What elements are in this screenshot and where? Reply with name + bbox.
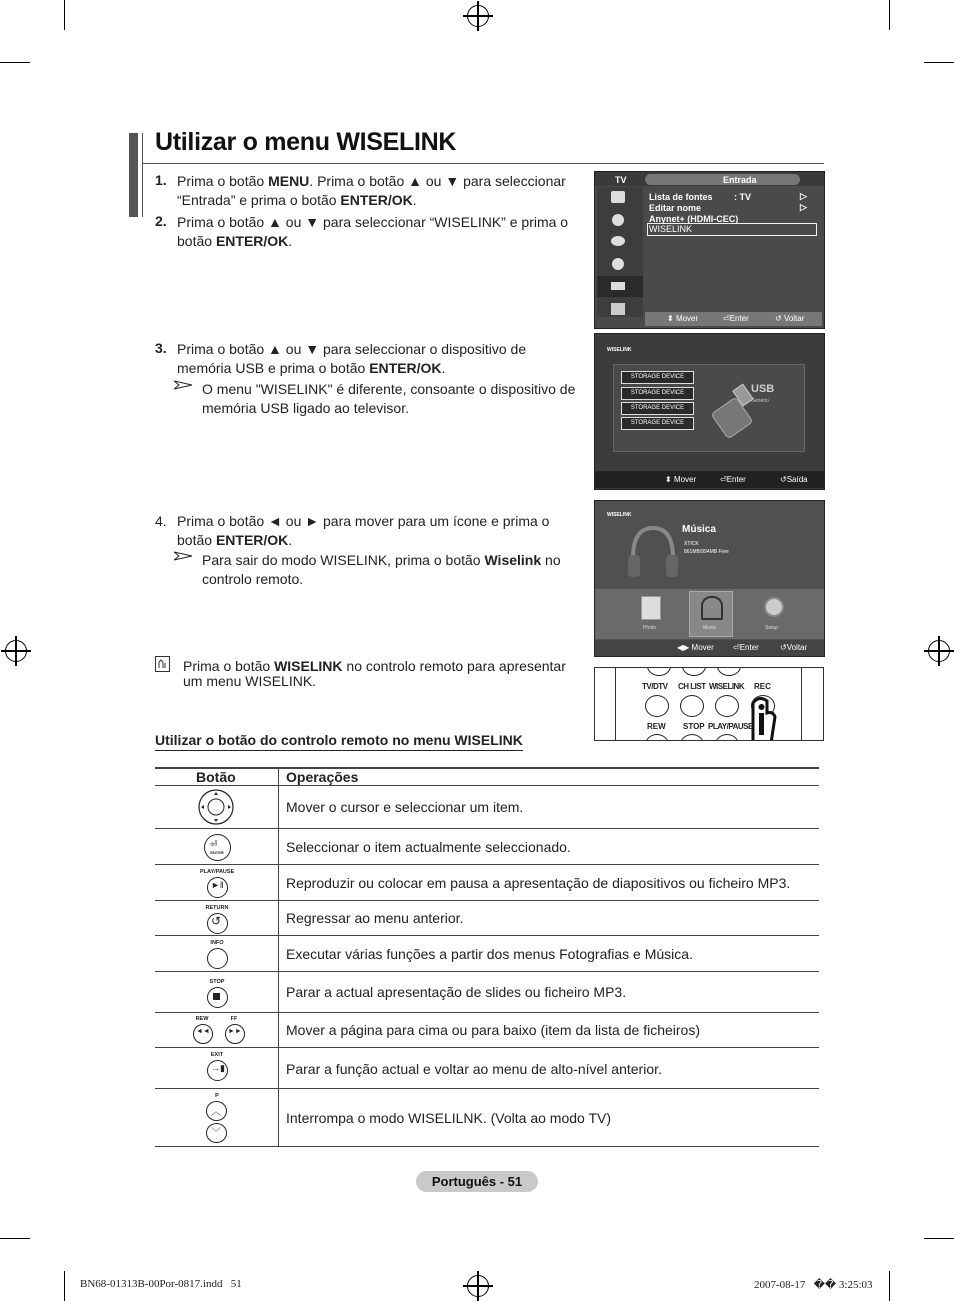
page-number-badge	[416, 1171, 538, 1192]
footer-enter: ⏎Enter	[733, 643, 759, 652]
table-row-operation: Regressar ao menu anterior.	[286, 910, 464, 926]
storage-device-item[interactable]: STORAGE DEVICE	[621, 417, 694, 430]
remote-label-rew: REW	[647, 722, 666, 731]
return-symbol-icon: ↺	[211, 914, 222, 928]
step-number: 3.	[155, 340, 167, 356]
headphones-image	[625, 523, 680, 583]
table-row-operation: Executar várias funções a partir dos menus Fotografias e Música.	[286, 946, 693, 962]
footer-move: ⬍ Mover	[667, 314, 699, 323]
remote-label-wiselink: WISELINK	[709, 682, 745, 691]
storage-device-item[interactable]: STORAGE DEVICE	[621, 402, 694, 415]
tv-screen-wiselink-music	[594, 500, 825, 657]
step-number: 4.	[155, 513, 167, 529]
registration-mark	[928, 640, 950, 662]
stop-label: STOP	[209, 979, 225, 985]
registration-mark	[5, 640, 27, 662]
print-timestamp: 2007-08-17 �� 3:25:03	[754, 1279, 873, 1291]
footer-enter: ⏎Enter	[720, 475, 746, 484]
photo-label: Photo	[643, 625, 657, 631]
step-1-text: Prima o botão MENU. Prima o botão ▲ ou ▼ para seleccionar “Entrada” e prima o botão ENTER/OK.	[177, 173, 566, 208]
arrow-right-icon: ▷	[800, 202, 807, 212]
footer-return: ↺ Voltar	[775, 314, 805, 323]
table-row-operation: Mover a página para cima ou para baixo (item da lista de ficheiros)	[286, 1022, 700, 1038]
table-rule-top	[155, 767, 819, 769]
footer-enter: ⏎Enter	[723, 314, 749, 323]
device-name: XTICK	[684, 541, 699, 547]
section-heading: Utilizar o botão do controlo remoto no menu WISELINK	[155, 732, 523, 751]
title-accent-gap	[138, 133, 142, 217]
table-row-operation: Parar a actual apresentação de slides ou ficheiro MP3.	[286, 984, 627, 1000]
rew-symbol-icon: ◄◄	[196, 1028, 210, 1035]
memo-icon	[155, 656, 170, 672]
remote-button-top	[682, 667, 706, 676]
footer-move: ⬍ Mover	[665, 475, 697, 484]
table-rule	[155, 1012, 819, 1013]
page-number: Português - 51	[431, 1174, 523, 1189]
note-arrow-icon	[174, 378, 194, 393]
enter-label: ENTER	[210, 850, 224, 855]
table-rule	[155, 971, 819, 972]
photo-icon[interactable]	[641, 596, 661, 620]
table-row-operation: Reproduzir ou colocar em pausa a apresentação de diapositivos ou ficheiro MP3.	[286, 875, 791, 891]
menu-item-source-list[interactable]: Lista de fontes	[649, 192, 713, 202]
info-button-icon	[207, 948, 228, 969]
remote-label-chlist: CH LIST	[678, 682, 706, 691]
remote-wiselink-button[interactable]	[715, 695, 739, 717]
table-rule	[155, 900, 819, 901]
return-label: RETURN	[205, 905, 229, 911]
table-row-operation: Seleccionar o item actualmente seleccionado.	[286, 839, 571, 855]
menu-item-anynet[interactable]: Anynet+ (HDMI-CEC)	[649, 214, 739, 224]
remote-chlist-button[interactable]	[680, 695, 704, 717]
usb-label: USB	[751, 383, 775, 395]
sound-menu-icon	[612, 214, 624, 226]
usb-sub-label: Genério	[751, 398, 769, 404]
crop-mark	[64, 0, 65, 30]
app-menu-icon	[611, 303, 625, 315]
table-rule	[155, 864, 819, 865]
ff-label: FF	[230, 1016, 238, 1022]
device-capacity: 861MB/994MB Free	[684, 549, 729, 555]
registration-mark	[467, 5, 489, 27]
step-4-note: Para sair do modo WISELINK, prima o botão Wiselink no controlo remoto.	[202, 552, 561, 587]
music-label: Music	[703, 625, 717, 631]
channel-label: P	[215, 1093, 219, 1099]
enter-symbol-icon: ⏎	[210, 839, 218, 849]
play-pause-label: PLAY/PAUSE	[200, 869, 235, 875]
chevron-down-icon: ﹀	[211, 1128, 221, 1139]
remote-tvdtv-button[interactable]	[645, 695, 669, 717]
crop-mark	[889, 1271, 890, 1301]
table-rule	[155, 935, 819, 936]
directional-pad-icon	[197, 789, 235, 830]
page-title: Utilizar o menu WISELINK	[155, 128, 457, 156]
chevron-up-icon: ︿	[211, 1107, 221, 1118]
remote-button-top	[647, 667, 671, 676]
table-rule	[155, 828, 819, 829]
storage-device-item[interactable]: STORAGE DEVICE	[621, 371, 694, 384]
step-2-text: Prima o botão ▲ ou ▼ para seleccionar “WISELINK” e prima o botão ENTER/OK.	[177, 214, 569, 249]
crop-mark	[64, 1271, 65, 1301]
step-3-text: Prima o botão ▲ ou ▼ para seleccionar o dispositivo de memória USB e prima o botão ENTER/OK.	[177, 341, 527, 376]
remote-label-tvdtv: TV/DTV	[642, 682, 668, 691]
setup-label: Setup	[765, 625, 779, 631]
picture-menu-icon	[611, 191, 625, 203]
table-row-operation: Interrompa o modo WISELILNK. (Volta ao modo TV)	[286, 1110, 612, 1126]
table-row-operation: Parar a função actual e voltar ao menu de alto-nível anterior.	[286, 1061, 662, 1077]
footer-move: ◀▶ Mover	[677, 643, 714, 652]
menu-item-wiselink[interactable]: WISELINK	[649, 224, 693, 234]
wiselink-logo: WISELINK	[607, 347, 632, 353]
footer-exit: ↺Saída	[780, 475, 808, 484]
arrow-right-icon: ▷	[800, 191, 807, 201]
title-rule	[143, 163, 824, 164]
print-file-info: BN68-01313B-00Por-0817.indd 51	[80, 1278, 242, 1290]
remote-button-top	[717, 667, 741, 676]
note-arrow-icon	[174, 549, 194, 564]
exit-label: EXIT	[210, 1052, 224, 1058]
table-rule-bottom	[155, 1146, 819, 1147]
setup-icon[interactable]	[764, 597, 784, 617]
table-column-divider	[278, 767, 279, 1147]
tv-screen-input-menu	[594, 171, 825, 329]
ff-symbol-icon: ►►	[228, 1028, 242, 1035]
step-number: 2.	[155, 213, 167, 229]
table-header-operations: Operações	[286, 769, 359, 785]
music-icon[interactable]	[701, 596, 723, 620]
remote-playpause-button[interactable]	[715, 734, 739, 741]
category-title: Música	[682, 524, 716, 535]
menu-item-edit-name[interactable]: Editar nome	[649, 203, 702, 213]
crop-mark	[924, 62, 954, 63]
storage-device-item[interactable]: STORAGE DEVICE	[621, 387, 694, 400]
exit-symbol-icon: →▮	[211, 1063, 225, 1073]
table-row-operation: Mover o cursor e seleccionar um item.	[286, 799, 524, 815]
menu-header: Entrada	[723, 175, 757, 185]
setup-menu-icon	[612, 258, 624, 270]
footer-return: ↺Voltar	[780, 643, 808, 652]
source-value: : TV	[734, 192, 751, 202]
play-pause-symbol-icon: ►‖	[211, 880, 224, 890]
remote-label-stop: STOP	[683, 722, 705, 731]
step-number: 1.	[155, 172, 167, 188]
remote-control-closeup	[594, 667, 824, 741]
channel-menu-icon	[611, 236, 625, 246]
remote-rew-button[interactable]	[645, 734, 669, 741]
stop-symbol-icon	[213, 993, 220, 1000]
memo-text: Prima o botão WISELINK no controlo remoto para apresentar um menu WISELINK.	[183, 658, 566, 689]
table-rule	[155, 1047, 819, 1048]
crop-mark	[889, 0, 890, 30]
table-header-button: Botão	[196, 769, 236, 785]
info-label: INFO	[210, 940, 224, 946]
tv-label: TV	[615, 175, 627, 185]
pointing-finger-icon	[745, 693, 779, 741]
crop-mark	[924, 1238, 954, 1239]
wiselink-logo: WISELINK	[607, 512, 632, 518]
table-rule	[155, 1088, 819, 1089]
remote-stop-button[interactable]	[680, 734, 704, 741]
step-3-note: O menu "WISELINK" é diferente, consoante o dispositivo de memória USB ligado ao televisor.	[202, 381, 576, 416]
input-menu-icon	[611, 282, 625, 290]
step-4-text: Prima o botão ◄ ou ► para mover para um ícone e prima o botão ENTER/OK.	[177, 513, 550, 548]
crop-mark	[0, 62, 30, 63]
remote-label-rec: REC	[754, 682, 771, 691]
crop-mark	[0, 1238, 30, 1239]
remote-label-playpause: PLAY/PAUSE	[708, 722, 753, 731]
registration-mark	[467, 1275, 489, 1297]
table-rule	[155, 785, 819, 786]
rew-label: REW	[195, 1016, 209, 1022]
